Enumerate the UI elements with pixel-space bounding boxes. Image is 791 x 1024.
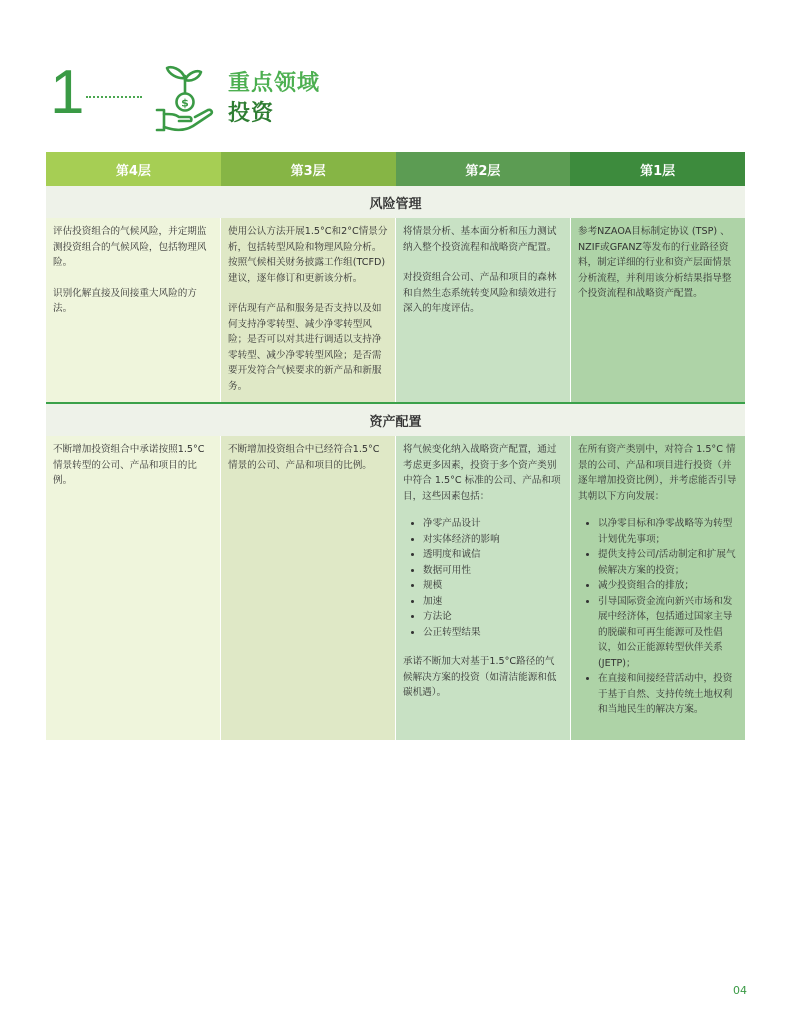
section-number: 1 [50,58,85,127]
cell-risk-tier1 [571,218,745,402]
cell-text: 对投资组合公司、产品和项目的森林和自然生态系统转变风险和绩效进行深入的年度评估。 [403,272,557,314]
list-item: • 规模 [423,578,564,594]
column-header-tier1: 第1层 [570,152,745,186]
column-header-tier3: 第3层 [221,152,396,186]
section-title-line1: 重点领域 [228,71,321,96]
tier-table [46,152,745,740]
page-number: 04 [733,984,747,997]
table-header-row [46,152,745,186]
section-heading-risk-management: 风险管理 [46,186,745,218]
list-item: • 以净零目标和净零战略等为转型计划优先事项； [598,516,739,547]
page-header [0,0,791,140]
list-item: • 方法论 [423,609,564,625]
list-item: • 引导国际资金流向新兴市场和发展中经济体，包括通过国家主导的脱碳和可再生能源可及性倡议，如公正能源转型伙伴关系 (JETP)； [598,594,739,672]
list-item: • 减少投资组合的排放； [598,578,739,594]
cell-intro: 将气候变化纳入战略资产配置，通过考虑更多因素，投资于多个资产类别中符合 1.5°C 标准的公司、产品和项目，这些因素包括： [403,444,561,502]
cell-text: 评估现有产品和服务是否支持以及如何支持净零转型、减少净零转型风险；是否可以对其进行调适以支持净零转型、减少净零转型风险；是否需要开发符合气候要求的新产品和新服务。 [228,303,382,392]
list-item: • 加速 [423,594,564,610]
cell-risk-tier2 [396,218,571,402]
direction-list [578,516,739,718]
section-title-line2: 投资 [228,101,275,126]
cell-text: 使用公认方法开展1.5°C和2°C情景分析，包括转型风险和物理风险分析。按照气候相关财务披露工作组(TCFD) 建议，逐年修订和更新该分析。 [228,226,388,284]
svg-text:$: $ [181,96,189,110]
cell-risk-tier4 [46,218,221,402]
cell-text: 不断增加投资组合中已经符合1.5°C情景的公司、产品和项目的比例。 [228,444,380,471]
cell-outro: 承诺不断加大对基于1.5°C路径的气候解决方案的投资（如清洁能源和低碳机遇）。 [403,656,557,698]
list-item: • 透明度和诚信 [423,547,564,563]
list-item: • 提供支持公司/活动制定和扩展气候解决方案的投资； [598,547,739,578]
cell-risk-tier3 [221,218,396,402]
section-heading-asset-allocation: 资产配置 [46,404,745,436]
list-item: • 在直接和间接经营活动中，投资于基于自然、支持传统土地权利和当地民生的解决方案。 [598,671,739,718]
cell-asset-tier3 [221,436,396,740]
cell-asset-tier4 [46,436,221,740]
list-item: • 公正转型结果 [423,625,564,641]
table-row-risk-management [46,218,745,402]
column-header-tier2: 第2层 [396,152,571,186]
column-header-tier4: 第4层 [46,152,221,186]
list-item: • 数据可用性 [423,563,564,579]
cell-asset-tier2 [396,436,571,740]
list-item: • 净零产品设计 [423,516,564,532]
hand-money-plant-icon [155,60,215,134]
cell-asset-tier1 [571,436,745,740]
cell-text: 识别化解直接及间接重大风险的方法。 [53,287,197,314]
cell-text: 参考NZAOA目标制定协议 (TSP) 、NZIF或GFANZ等发布的行业路径资料，制定详细的行业和资产层面情景分析流程，并利用该分析结果指导整个投资流程和战略资产配置。 [578,226,732,299]
table-row-asset-allocation [46,436,745,740]
cell-text: 不断增加投资组合中承诺按照1.5°C情景转型的公司、产品和项目的比例。 [53,444,205,486]
list-item: • 对实体经济的影响 [423,532,564,548]
factor-list [403,516,564,640]
cell-text: 评估投资组合的气候风险，并定期监测投资组合的气候风险，包括物理风险。 [53,226,207,268]
cell-intro: 在所有资产类别中，对符合 1.5°C 情景的公司、产品和项目进行投资（并逐年增加投资比例），并考虑能否引导其朝以下方向发展： [578,444,737,502]
dotted-leader [86,96,142,98]
cell-text: 将情景分析、基本面分析和压力测试纳入整个投资流程和战略资产配置。 [403,226,557,253]
